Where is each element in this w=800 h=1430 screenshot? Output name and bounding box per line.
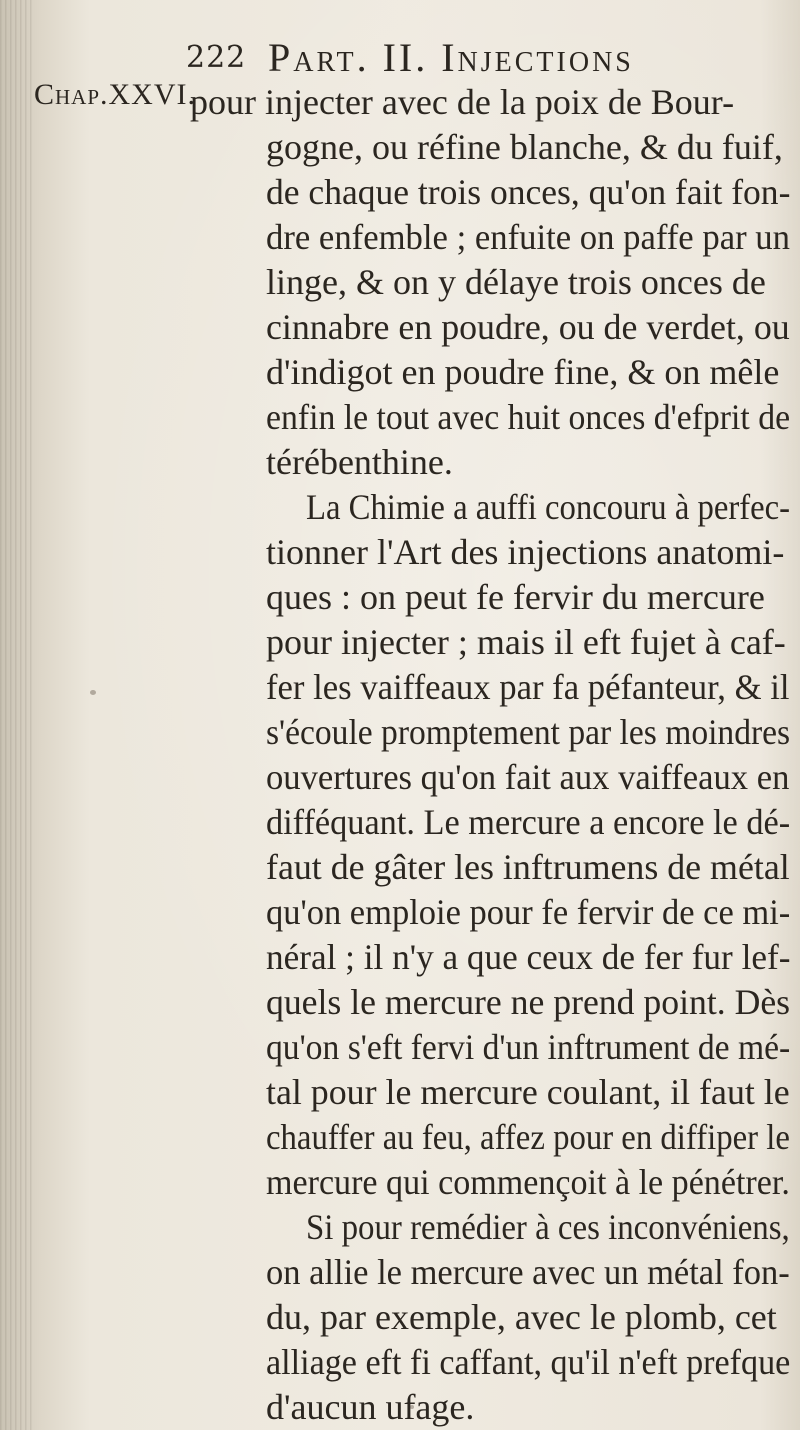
text-line: faut de gâter les inftrumens de métal [266,847,790,887]
running-head-title: Part. II. Injections [268,35,634,80]
text-line: cinnabre en poudre, ou de verdet, ou [266,307,790,347]
text-line: tal pour le mercure coulant, il faut le [266,1072,790,1112]
text-line: d'indigot en poudre fine, & on mêle [266,352,780,392]
text-line: alliage eft fi caffant, qu'il n'eft prefque [266,1342,791,1382]
text-line: on allie le mercure avec un métal fon- [266,1252,790,1292]
text-line: gogne, ou réfine blanche, & du fuif, [266,127,783,167]
text-line: linge, & on y délaye trois onces de [266,262,766,302]
text-line: pour injecter avec de la poix de Bour- [190,82,735,122]
text-line: tionner l'Art des injections anatomi- [266,532,785,572]
text-line: chauffer au feu, affez pour en diffiper le [266,1117,790,1157]
text-line: enfin le tout avec huit onces d'efprit de [266,397,791,437]
text-line: quels le mercure ne prend point. Dès [266,982,791,1022]
text-line: de chaque trois onces, qu'on fait fon- [266,172,791,212]
text-line: Si pour remédier à ces inconvéniens, [306,1207,790,1247]
chapter-marginal-note: Chap.XXVI. [34,78,197,111]
text-line: dre enfemble ; enfuite on paffe par un [266,217,790,257]
page-number: 222 [186,40,247,75]
text-line: difféquant. Le mercure a encore le dé- [266,802,791,842]
paper-speck [410,1405,414,1409]
text-line: pour injecter ; mais il eft fujet à caf- [266,622,786,662]
text-line: ques : on peut fe fervir du mercure [266,577,765,617]
text-line: néral ; il n'y a que ceux de fer fur lef- [266,937,791,977]
text-line: s'écoule promptement par les moindres [266,712,791,752]
paper-speck [90,690,96,695]
text-line: La Chimie a auffi concouru à perfec- [306,487,791,527]
text-line: mercure qui commençoit à le pénétrer. [266,1162,790,1202]
text-line: fer les vaiffeaux par fa péfanteur, & il [266,667,790,707]
text-line: qu'on s'eft fervi d'un inftrument de mé- [266,1027,791,1067]
text-line: du, par exemple, avec le plomb, cet [266,1297,777,1337]
text-line: qu'on emploie pour fe fervir de ce mi- [266,892,791,932]
text-line: térébenthine. [266,442,453,482]
text-line: ouvertures qu'on fait aux vaiffeaux en [266,757,790,797]
text-line: d'aucun ufage. [266,1387,475,1427]
